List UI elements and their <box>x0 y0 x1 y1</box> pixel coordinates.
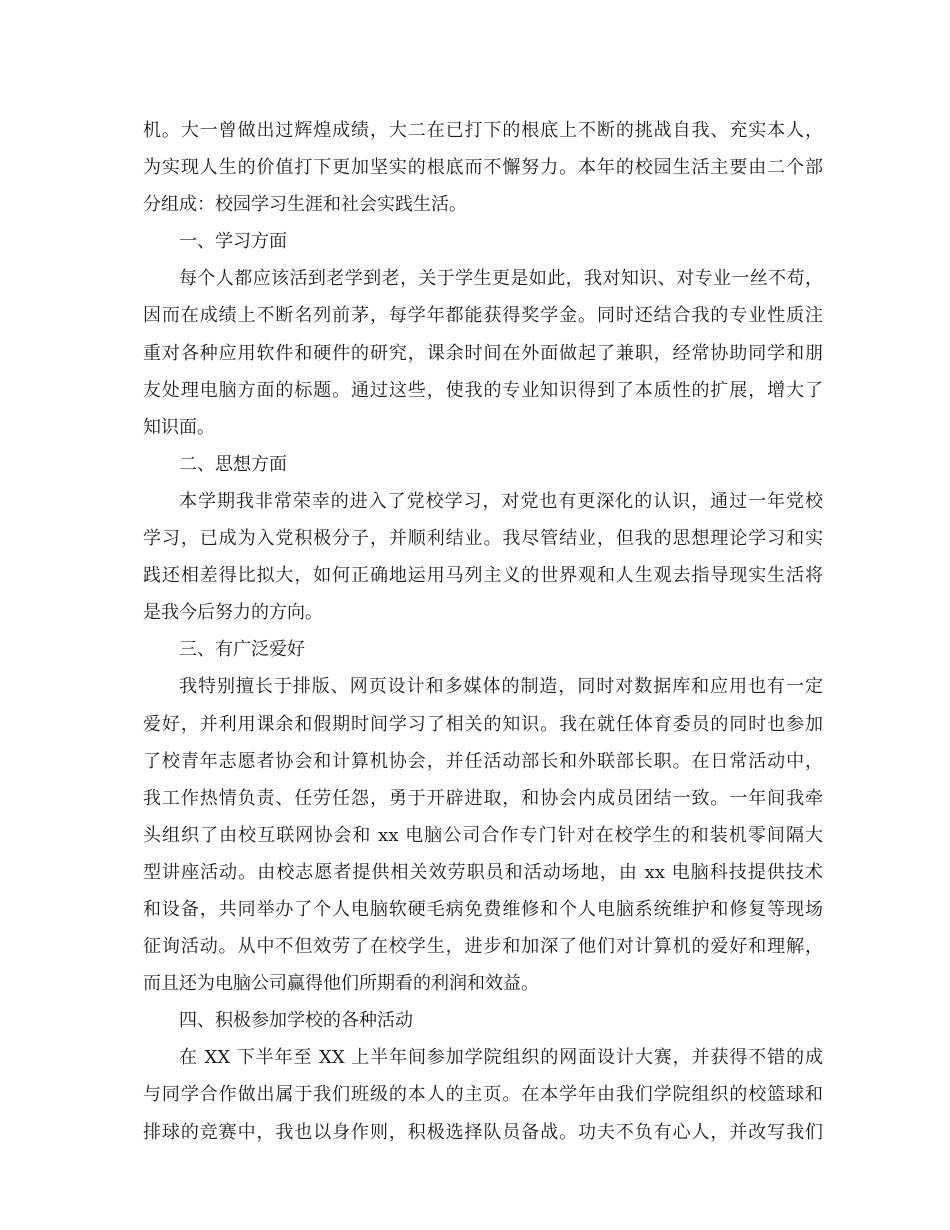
text-line: 在 XX 下半年至 XX 上半年间参加学院组织的网面设计大赛，并获得不错的成 <box>179 1047 823 1069</box>
text-line: 我工作热情负责、任劳任怨，勇于开辟进取，和协会内成员团结一致。一年间我牵 <box>143 787 823 809</box>
text-line: 分组成：校园学习生涯和社会实践生活。 <box>143 194 467 216</box>
text-line: 机。大一曾做出过辉煌成绩，大二在已打下的根底上不断的挑战自我、充实本人， <box>143 120 823 141</box>
section-heading: 三、有广泛爱好 <box>179 639 305 661</box>
text-line: 本学期我非常荣幸的进入了党校学习，对党也有更深化的认识，通过一年党校 <box>179 490 823 512</box>
text-line: 友处理电脑方面的标题。通过这些，使我的专业知识得到了本质性的扩展，增大了 <box>143 379 823 401</box>
text-line: 头组织了由校互联网协会和 xx 电脑公司合作专门针对在校学生的和装机零间隔大 <box>143 824 823 846</box>
section-heading: 二、思想方面 <box>179 453 287 475</box>
section-heading: 一、学习方面 <box>179 231 287 253</box>
text-line: 为实现人生的价值打下更加坚实的根底而不懈努力。本年的校园生活主要由二个部 <box>143 157 823 179</box>
text-line: 重对各种应用软件和硬件的研究，课余时间在外面做起了兼职，经常协助同学和朋 <box>143 342 823 364</box>
text-line: 与同学合作做出属于我们班级的本人的主页。在本学年由我们学院组织的校篮球和 <box>143 1084 823 1106</box>
text-line: 知识面。 <box>143 416 215 438</box>
text-line: 排球的竞赛中，我也以身作则，积极选择队员备战。功夫不负有心人，并改写我们 <box>143 1121 823 1143</box>
document-body <box>143 112 823 1151</box>
text-line: 爱好，并利用课余和假期时间学习了相关的知识。我在就任体育委员的同时也参加 <box>143 713 823 735</box>
text-line: 了校青年志愿者协会和计算机协会，并任活动部长和外联部长职。在日常活动中， <box>143 750 823 772</box>
text-line: 征询活动。从中不但效劳了在校学生，进步和加深了他们对计算机的爱好和理解， <box>143 936 823 958</box>
text-line: 我特别擅长于排版、网页设计和多媒体的制造，同时对数据库和应用也有一定 <box>179 676 823 698</box>
text-line: 学习，已成为入党积极分子，并顺利结业。我尽管结业，但我的思想理论学习和实 <box>143 528 823 550</box>
text-line: 是我今后努力的方向。 <box>143 602 323 624</box>
text-line: 型讲座活动。由校志愿者提供相关效劳职员和活动场地，由 xx 电脑科技提供技术 <box>143 861 823 883</box>
text-line: 而且还为电脑公司赢得他们所期看的利润和效益。 <box>143 973 539 995</box>
text-line: 每个人都应该活到老学到老，关于学生更是如此，我对知识、对专业一丝不苟， <box>179 268 823 290</box>
text-line: 践还相差得比拟大，如何正确地运用马列主义的世界观和人生观去指导现实生活将 <box>143 565 823 587</box>
text-line: 因而在成绩上不断名列前茅，每学年都能获得奖学金。同时还结合我的专业性质注 <box>143 305 823 327</box>
section-heading: 四、积极参加学校的各种活动 <box>179 1010 413 1032</box>
text-line: 和设备，共同举办了个人电脑软硬毛病免费维修和个人电脑系统维护和修复等现场 <box>143 898 823 920</box>
